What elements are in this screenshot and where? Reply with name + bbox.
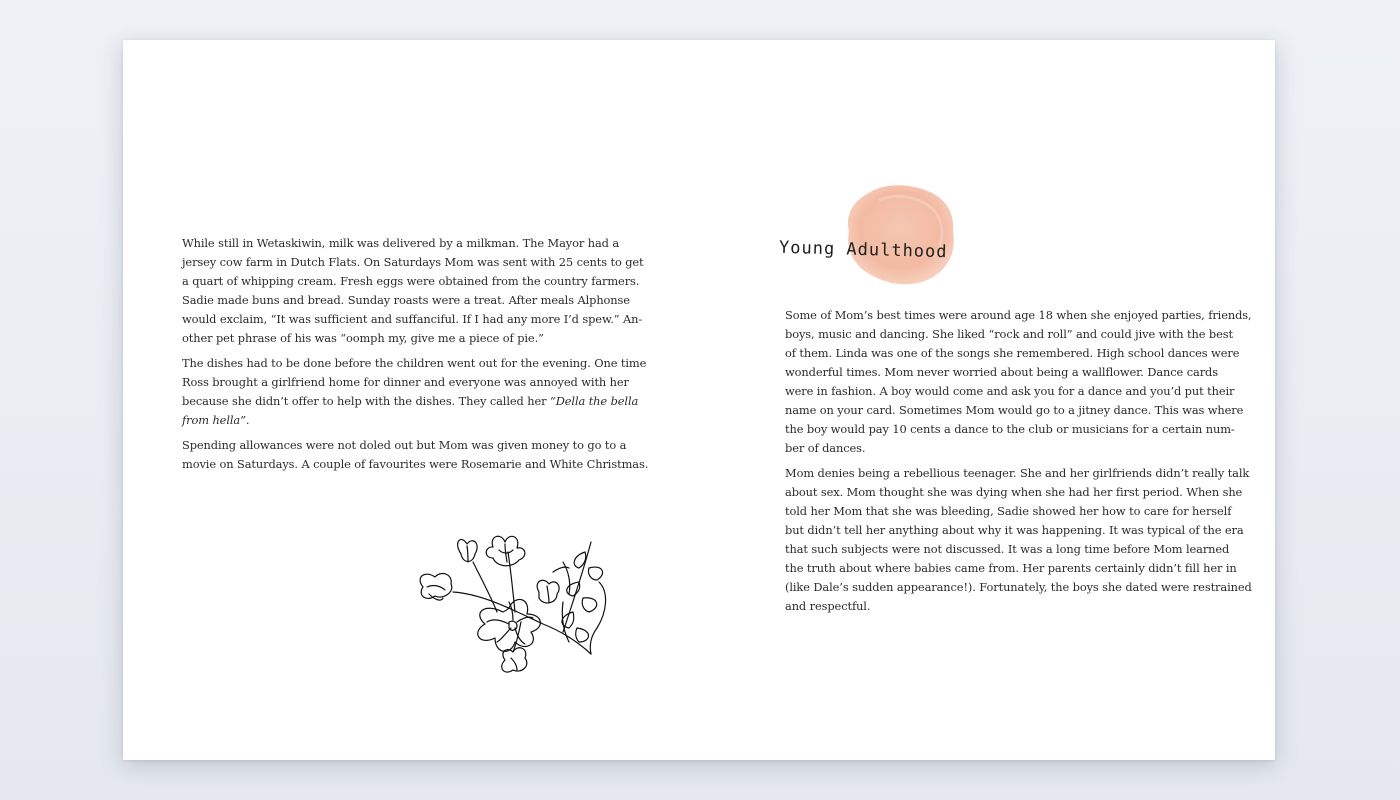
text-line: and respectful. (785, 599, 871, 613)
right-paragraph-2 (785, 464, 1252, 616)
text-line: Ross brought a girlfriend home for dinner and everyone was annoyed with her (182, 375, 629, 389)
left-paragraph-3 (182, 436, 649, 474)
text-line: would exclaim, “It was sufficient and suffanciful. If I had any more I’d spew.” An- (182, 312, 643, 326)
text-line: movie on Saturdays. A couple of favourites were Rosemarie and White Christmas. (182, 457, 649, 471)
text-line: Spending allowances were not doled out but Mom was given money to go to a (182, 438, 627, 452)
left-paragraph-1 (182, 234, 644, 348)
text-line: were in fashion. A boy would come and ask you for a dance and you’d put their (785, 384, 1235, 398)
right-paragraph-1 (785, 306, 1252, 458)
text-line: about sex. Mom thought she was dying when she had her first period. When she (785, 485, 1243, 499)
flower-illustration-icon (413, 532, 613, 682)
text-line: jersey cow farm in Dutch Flats. On Saturdays Mom was sent with 25 cents to get (182, 255, 644, 269)
text-line: Sadie made buns and bread. Sunday roasts were a treat. After meals Alphonse (182, 293, 630, 307)
text-line (182, 411, 622, 430)
text-line: that such subjects were not discussed. It was a long time before Mom learned (785, 542, 1230, 556)
section-heading-group (779, 180, 979, 290)
right-page-text (785, 306, 1252, 622)
text-line: (like Dale’s sudden appearance!). Fortunately, the boys she dated were restrained (785, 580, 1252, 594)
left-page-text (182, 234, 649, 480)
text-line: Some of Mom’s best times were around age 18 when she enjoyed parties, friends, (785, 308, 1252, 322)
watercolor-splash-icon (839, 180, 959, 290)
text-line: but didn’t tell her anything about why it was happening. It was typical of the era (785, 523, 1244, 537)
text-line: ber of dances. (785, 441, 866, 455)
right-page (699, 40, 1275, 760)
text-line: wonderful times. Mom never worried about being a wallflower. Dance cards (785, 365, 1218, 379)
text-line: a quart of whipping cream. Fresh eggs were obtained from the country farmers. (182, 274, 640, 288)
text-line: other pet phrase of his was “oomph my, give me a piece of pie.” (182, 331, 544, 345)
text-line: name on your card. Sometimes Mom would go to a jitney dance. This was where (785, 403, 1244, 417)
left-paragraph-2 (182, 354, 647, 430)
text-line: the truth about where babies came from. Her parents certainly didn’t fill her in (785, 561, 1237, 575)
text-line: The dishes had to be done before the children went out for the evening. One time (182, 356, 647, 370)
text-line: While still in Wetaskiwin, milk was delivered by a milkman. The Mayor had a (182, 236, 620, 250)
text-line: Mom denies being a rebellious teenager. She and her girlfriends didn’t really talk (785, 466, 1250, 480)
text-segment: because she didn’t offer to help with the dishes. They called her (182, 394, 547, 408)
text-line (182, 392, 639, 411)
text-line: the boy would pay 10 cents a dance to the club or musicians for a certain num- (785, 422, 1235, 436)
text-line: told her Mom that she was bleeding, Sadie showed her how to care for herself (785, 504, 1232, 518)
text-segment: . (245, 413, 250, 427)
book-spread (123, 40, 1275, 760)
section-heading: Young Adulthood (778, 237, 948, 263)
text-line: boys, music and dancing. She liked “rock and roll” and could jive with the best (785, 327, 1233, 341)
left-page (123, 40, 699, 760)
italic-nickname: “Della the bella (550, 394, 639, 408)
text-line: of them. Linda was one of the songs she remembered. High school dances were (785, 346, 1240, 360)
italic-nickname: from hella” (182, 413, 246, 427)
